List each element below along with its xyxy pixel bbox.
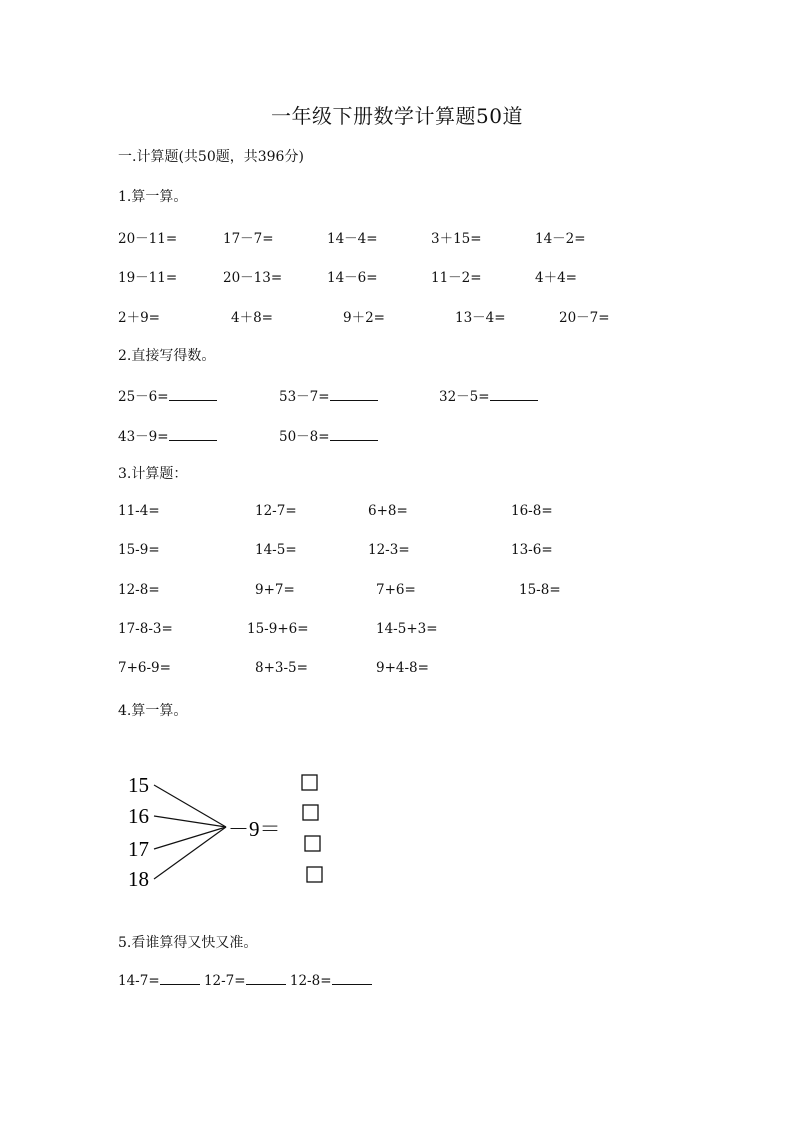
q2-expression: 32－5= (439, 389, 490, 405)
answer-blank[interactable] (490, 388, 538, 401)
q3-item: 9+4-8= (376, 660, 429, 676)
answer-blank[interactable] (330, 428, 378, 441)
diagram-number: 18 (128, 867, 149, 891)
q3-item: 13-6= (511, 542, 553, 558)
answer-blank[interactable] (332, 972, 372, 985)
q1-item: 13－4= (455, 310, 506, 326)
connector-line (154, 816, 226, 827)
answer-box[interactable] (303, 805, 318, 820)
q2-expression: 43－9= (118, 429, 169, 445)
q5-expression: 12-8= (289, 973, 332, 989)
q1-item: 4＋4= (535, 270, 577, 286)
q3-item: 17-8-3= (118, 621, 173, 637)
q2-expression: 50－8= (279, 429, 330, 445)
q5-row (118, 972, 372, 989)
q3-item: 6+8= (368, 503, 408, 519)
diagram-operation: －9＝ (228, 817, 281, 841)
q4-heading: 4.算一算。 (118, 703, 188, 719)
q5-heading: 5.看谁算得又快又准。 (118, 935, 258, 951)
q3-item: 15-9+6= (247, 621, 309, 637)
q3-item: 16-8= (511, 503, 553, 519)
q1-item: 14－2= (535, 231, 586, 247)
q3-item: 14-5= (255, 542, 297, 558)
q2-expression: 25－6= (118, 389, 169, 405)
diagram-number: 16 (128, 804, 149, 828)
q3-item: 14-5+3= (376, 621, 438, 637)
q1-item: 20－7= (559, 310, 610, 326)
q2-item (279, 425, 378, 445)
answer-blank[interactable] (330, 388, 378, 401)
q3-item: 12-7= (255, 503, 297, 519)
connector-line (154, 785, 226, 827)
q1-item: 19－11= (118, 270, 178, 286)
answer-box[interactable] (305, 836, 320, 851)
page-title: 一年级下册数学计算题50道 (271, 104, 523, 128)
q3-item: 15-8= (519, 582, 561, 598)
section-heading: 一.计算题(共50题，共396分) (118, 149, 304, 165)
diagram-number: 17 (128, 837, 149, 861)
answer-box[interactable] (307, 867, 322, 882)
connector-line (154, 827, 226, 879)
q1-item: 14－4= (327, 231, 378, 247)
answer-blank[interactable] (160, 972, 200, 985)
q3-item: 9+7= (255, 582, 295, 598)
connector-line (154, 827, 226, 849)
q1-item: 14－6= (327, 270, 378, 286)
q5-expression: 12-7= (203, 973, 246, 989)
diagram-svg (118, 760, 348, 900)
q3-item: 7+6= (376, 582, 416, 598)
q2-item (279, 385, 378, 405)
q1-item: 3＋15= (431, 231, 482, 247)
answer-blank[interactable] (246, 972, 286, 985)
q2-item (439, 385, 538, 405)
q2-item (118, 385, 217, 405)
q3-item: 12-8= (118, 582, 160, 598)
q1-item: 9＋2= (343, 310, 385, 326)
q3-item: 11-4= (118, 503, 160, 519)
q3-item: 15-9= (118, 542, 160, 558)
q2-expression: 53－7= (279, 389, 330, 405)
answer-blank[interactable] (169, 428, 217, 441)
subtraction-diagram (118, 760, 348, 900)
diagram-number: 15 (128, 773, 149, 797)
q2-item (118, 425, 217, 445)
q2-heading: 2.直接写得数。 (118, 348, 216, 364)
answer-blank[interactable] (169, 388, 217, 401)
answer-box[interactable] (302, 775, 317, 790)
q3-heading: 3.计算题： (118, 466, 188, 482)
q1-item: 17－7= (223, 231, 274, 247)
q1-item: 20－13= (223, 270, 283, 286)
q1-item: 11－2= (431, 270, 482, 286)
q1-item: 20－11= (118, 231, 178, 247)
q1-heading: 1.算一算。 (118, 189, 188, 205)
q5-expression: 14-7= (118, 973, 160, 989)
q3-item: 8+3-5= (255, 660, 308, 676)
q3-item: 12-3= (368, 542, 410, 558)
q1-item: 2＋9= (118, 310, 160, 326)
q3-item: 7+6-9= (118, 660, 171, 676)
q1-item: 4＋8= (231, 310, 273, 326)
